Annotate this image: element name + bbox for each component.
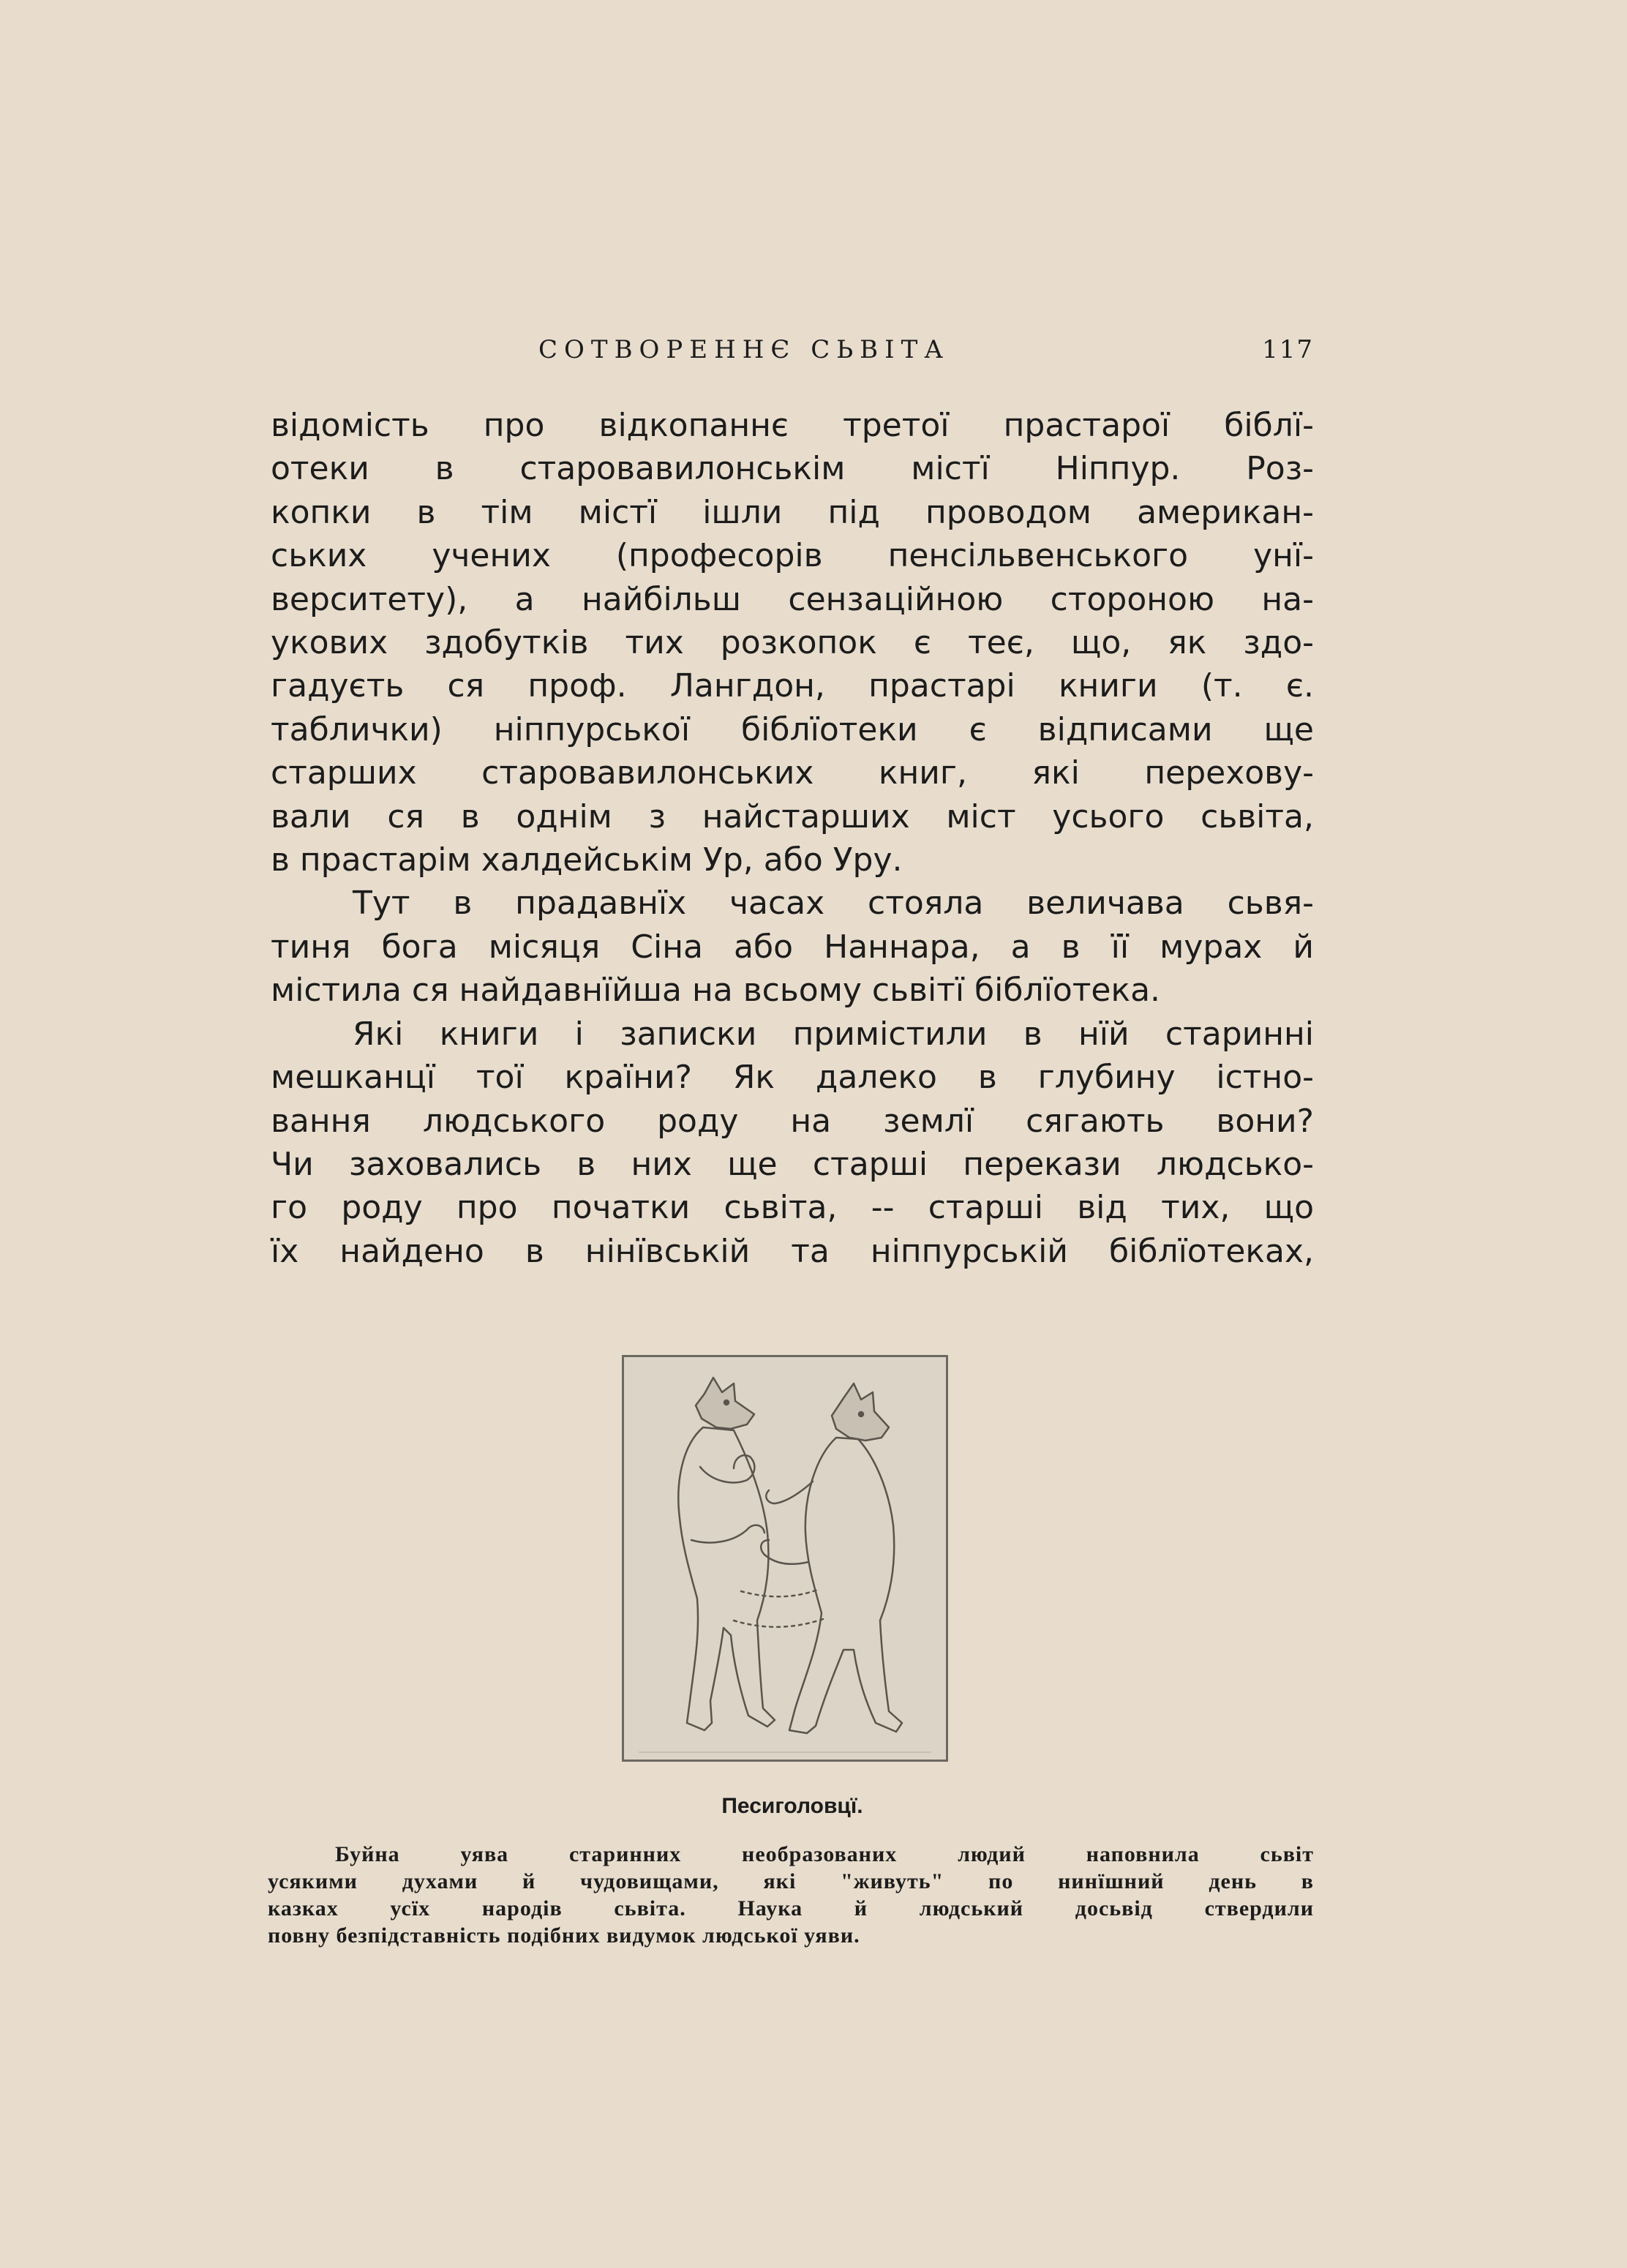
caption-line: повну безпідставність подібних видумок людської уяви. (268, 1923, 860, 1948)
text-line: таблички) ніппурської біблїотеки є відписами ще (271, 710, 1314, 748)
caption-line: Буйна уява старинних необразованих людий наповнила сьвіт (335, 1842, 1314, 1866)
paragraph-1 (271, 404, 1314, 882)
text-line: мешканцї тої країни? Як далеко в глубину істно- (271, 1059, 1314, 1097)
text-line: їх найдено в нінївській та ніппурській біблїотеках, (271, 1232, 1314, 1270)
running-header (271, 335, 1314, 372)
caption-line: усякими духами й чудовищами, які "живуть" по нинїшний день в (268, 1869, 1314, 1893)
text-line: тиня бога місяця Сіна або Наннара, а в її мурах й (271, 928, 1314, 966)
paragraph-3 (271, 1013, 1314, 1273)
text-line: гадуєть ся проф. Лангдон, прастарі книги (т. є. (271, 667, 1314, 705)
text-line: вання людського роду на землї сягають вони? (271, 1102, 1314, 1140)
paragraph-2 (271, 882, 1314, 1012)
text-line: старших старовавилонських книг, які перехову- (271, 754, 1314, 792)
text-line: Які книги і записки примістили в нїй старинні (353, 1015, 1314, 1053)
page-number: 117 (1262, 335, 1314, 364)
text-line: ських учених (професорів пенсільвенського унї- (271, 537, 1314, 575)
caption-title: Песиголовцї. (721, 1794, 863, 1818)
text-line: відомість про відкопаннє третої прастарої біблї- (271, 407, 1314, 444)
text-line: вали ся в однім з найстарших міст усього сьвіта, (271, 797, 1314, 836)
text-line: го роду про початки сьвіта, -- старші від тих, що (271, 1189, 1314, 1227)
body-text (271, 404, 1314, 1273)
text-line: Тут в прадавнїх часах стояла величава сьвя- (353, 885, 1314, 923)
caption-text (268, 1841, 1314, 1949)
text-line: верситету), а найбільш сензаційною стороною на- (271, 580, 1314, 618)
text-line: отеки в старовавилонськім містї Ніппур. Роз- (271, 450, 1314, 488)
caption-line: казках усїх народів сьвіта. Наука й людський досьвід ствердили (268, 1896, 1314, 1920)
text-line: копки в тім містї ішли під проводом американ- (271, 493, 1314, 531)
dog-headed-figures-illustration (622, 1355, 948, 1762)
text-line: містила ся найдавнїйша на всьому сьвітї біблїотека. (271, 972, 1161, 1010)
illustration-drawing (624, 1357, 946, 1760)
text-line: укових здобутків тих розкопок є теє, що, як здо- (271, 624, 1314, 662)
text-line: в прастарім халдейськім Ур, або Уру. (271, 841, 903, 879)
chapter-title: СОТВОРЕННЄ СЬВІТА (538, 335, 950, 364)
text-line: Чи заховались в них ще старші перекази людсько- (271, 1145, 1314, 1183)
